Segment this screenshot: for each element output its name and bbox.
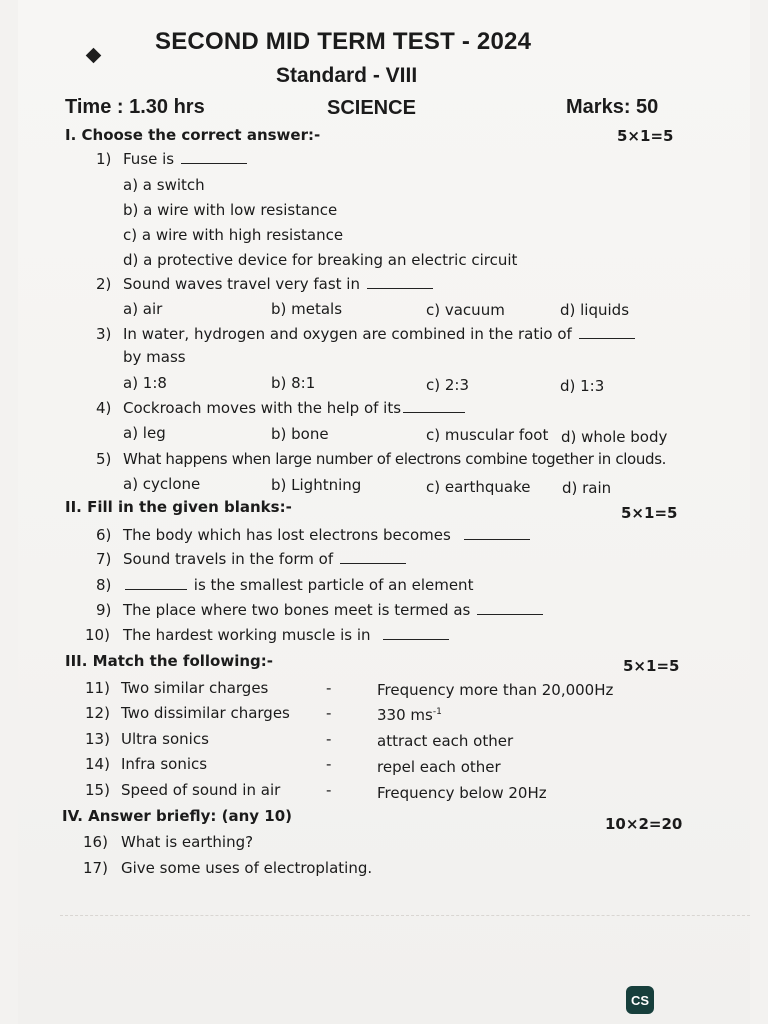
question-text: What happens when large number of electrons combine together in clouds. bbox=[123, 450, 667, 468]
subject-label: SCIENCE bbox=[327, 97, 416, 119]
camscanner-logo-icon: CS bbox=[626, 986, 654, 1014]
question-text: Fuse is bbox=[123, 150, 249, 168]
question-number: 13) bbox=[85, 730, 110, 748]
question-text: In water, hydrogen and oxygen are combined in the ratio of bbox=[123, 325, 637, 343]
option: b) a wire with low resistance bbox=[123, 201, 338, 219]
question-text: Sound travels in the form of bbox=[123, 550, 408, 568]
option: d) liquids bbox=[560, 301, 630, 319]
question-text-continued: by mass bbox=[123, 348, 186, 366]
question-text: The place where two bones meet is termed as bbox=[123, 601, 545, 619]
question-text: Cockroach moves with the help of its bbox=[123, 399, 467, 417]
question-number: 15) bbox=[85, 781, 110, 799]
question-text: The hardest working muscle is in bbox=[123, 626, 451, 644]
section-marks: 10×2=20 bbox=[605, 815, 683, 833]
option: c) a wire with high resistance bbox=[123, 226, 344, 244]
question-number: 3) bbox=[96, 325, 112, 343]
match-left: Ultra sonics bbox=[121, 730, 209, 748]
option: a) leg bbox=[123, 424, 166, 442]
option: d) whole body bbox=[561, 428, 668, 446]
question-number: 14) bbox=[85, 755, 110, 773]
question-number: 9) bbox=[96, 601, 112, 619]
question-number: 10) bbox=[85, 626, 110, 644]
question-number: 16) bbox=[83, 833, 108, 851]
match-left: Speed of sound in air bbox=[121, 781, 281, 799]
option: c) muscular foot bbox=[426, 426, 549, 444]
question-number: 5) bbox=[96, 450, 112, 468]
marks-label: Marks: 50 bbox=[566, 96, 659, 118]
option: d) 1:3 bbox=[560, 377, 605, 395]
option: a) a switch bbox=[123, 176, 205, 194]
question-number: 1) bbox=[96, 150, 112, 168]
option: c) 2:3 bbox=[426, 376, 470, 394]
option: a) air bbox=[123, 300, 163, 318]
option: b) metals bbox=[271, 300, 343, 318]
option: d) rain bbox=[562, 479, 612, 497]
question-number: 17) bbox=[83, 859, 108, 877]
section-heading: III. Match the following:- bbox=[65, 652, 273, 670]
section-marks: 5×1=5 bbox=[617, 127, 674, 145]
match-right: Frequency more than 20,000Hz bbox=[377, 681, 614, 699]
match-dash: - bbox=[326, 755, 332, 773]
question-number: 12) bbox=[85, 704, 110, 722]
question-number: 11) bbox=[85, 679, 110, 697]
match-left: Two dissimilar charges bbox=[121, 704, 290, 722]
match-left: Two similar charges bbox=[121, 679, 269, 697]
match-right: attract each other bbox=[377, 732, 514, 750]
standard-label: Standard - VIII bbox=[276, 64, 418, 87]
match-right: repel each other bbox=[377, 758, 501, 776]
option: c) earthquake bbox=[426, 478, 531, 496]
question-number: 6) bbox=[96, 526, 112, 544]
section-heading: I. Choose the correct answer:- bbox=[65, 126, 321, 144]
match-dash: - bbox=[326, 781, 332, 799]
exam-title: SECOND MID TERM TEST - 2024 bbox=[155, 28, 532, 55]
question-number: 8) bbox=[96, 576, 112, 594]
option: b) Lightning bbox=[271, 476, 362, 494]
option: a) cyclone bbox=[123, 475, 201, 493]
question-text: Sound waves travel very fast in bbox=[123, 275, 435, 293]
footer-divider bbox=[60, 915, 750, 916]
section-heading: II. Fill in the given blanks:- bbox=[65, 498, 292, 516]
match-right: Frequency below 20Hz bbox=[377, 784, 547, 802]
option: d) a protective device for breaking an electric circuit bbox=[123, 251, 518, 269]
question-number: 4) bbox=[96, 399, 112, 417]
question-text: is the smallest particle of an element bbox=[123, 576, 473, 594]
match-right: 330 $ms^{-1}$ bbox=[377, 706, 442, 724]
question-number: 2) bbox=[96, 275, 112, 293]
option: b) bone bbox=[271, 425, 329, 443]
option: c) vacuum bbox=[426, 301, 505, 319]
question-text: The body which has lost electrons becomes bbox=[123, 526, 532, 544]
match-dash: - bbox=[326, 730, 332, 748]
option: b) 8:1 bbox=[271, 374, 316, 392]
question-text: Give some uses of electroplating. bbox=[121, 859, 373, 877]
section-marks: 5×1=5 bbox=[621, 504, 678, 522]
question-text: What is earthing? bbox=[121, 833, 254, 851]
question-number: 7) bbox=[96, 550, 112, 568]
option: a) 1:8 bbox=[123, 374, 167, 392]
match-dash: - bbox=[326, 679, 332, 697]
time-label: Time : 1.30 hrs bbox=[65, 96, 205, 118]
match-dash: - bbox=[326, 704, 332, 722]
match-left: Infra sonics bbox=[121, 755, 208, 773]
section-heading: IV. Answer briefly: (any 10) bbox=[62, 807, 292, 825]
section-marks: 5×1=5 bbox=[623, 657, 680, 675]
